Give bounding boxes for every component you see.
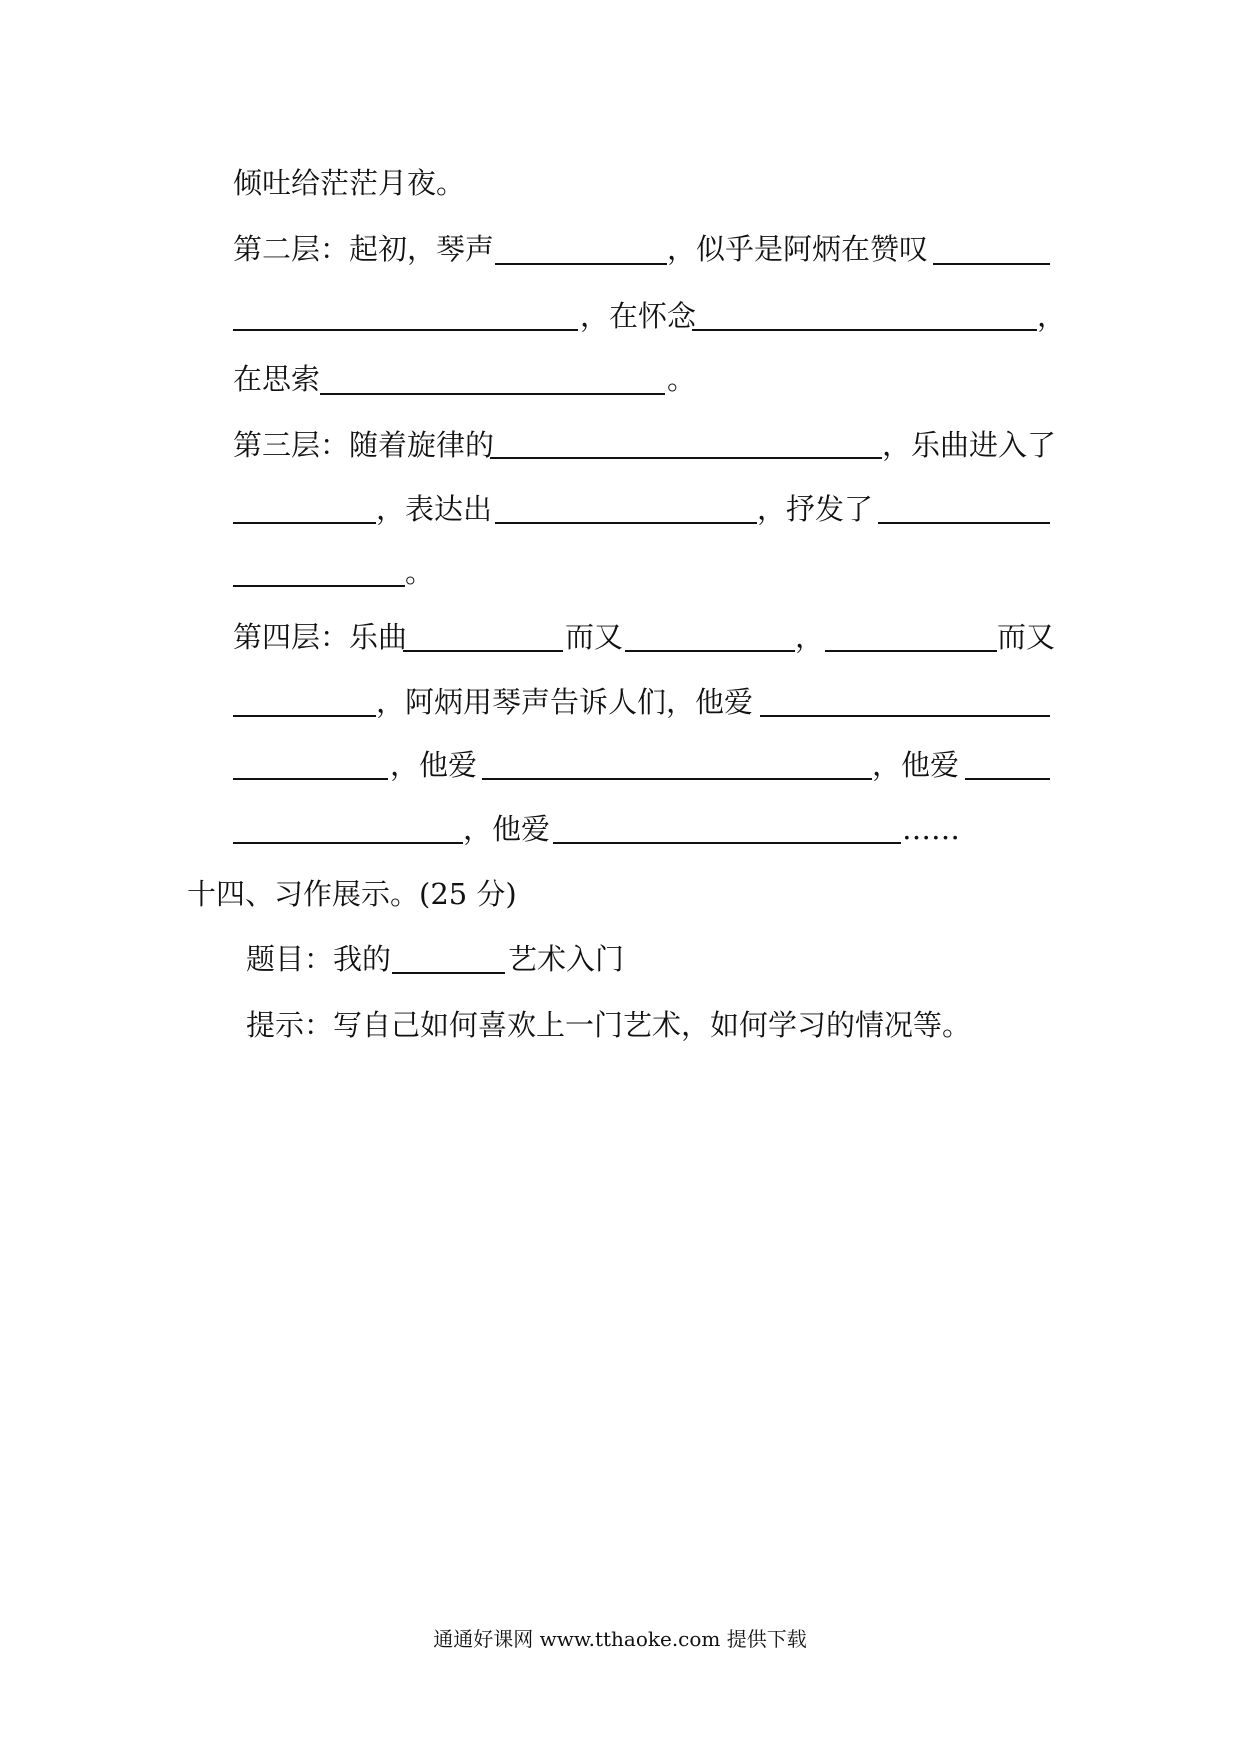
layer2-line3-prefix: 在思索 <box>233 362 321 396</box>
blank-field[interactable] <box>760 715 1050 717</box>
layer2-text: ，在怀念 <box>580 299 697 333</box>
layer4-text: 而又 <box>997 620 1056 654</box>
blank-field[interactable] <box>320 393 665 395</box>
layer3-prefix: 第三层：随着旋律的 <box>233 428 495 462</box>
layer4-text: ，他爱 <box>872 748 960 782</box>
blank-field[interactable] <box>233 715 376 717</box>
layer4-ellipsis: …… <box>902 812 960 846</box>
blank-field[interactable] <box>233 522 376 524</box>
layer4-prefix: 第四层：乐曲 <box>233 620 408 654</box>
section14-hint: 提示：写自己如何喜欢上一门艺术，如何学习的情况等。 <box>246 1008 972 1042</box>
layer4-text: ，阿炳用琴声告诉人们，他爱 <box>376 685 754 719</box>
layer2-comma: ， <box>1037 299 1067 333</box>
layer4-text: ，他爱 <box>390 748 478 782</box>
layer2-period: 。 <box>667 362 697 396</box>
layer4-text: 而又 <box>565 620 624 654</box>
blank-field[interactable] <box>482 778 872 780</box>
blank-field[interactable] <box>233 329 578 331</box>
blank-field[interactable] <box>233 842 463 844</box>
intro-line: 倾吐给茫茫月夜。 <box>233 166 466 200</box>
layer4-text: ，他爱 <box>463 812 551 846</box>
layer2-text: ，似乎是阿炳在赞叹 <box>667 232 929 266</box>
blank-field[interactable] <box>692 329 1037 331</box>
blank-field[interactable] <box>965 778 1050 780</box>
layer3-text: ，抒发了 <box>757 492 874 526</box>
layer2-prefix: 第二层：起初，琴声 <box>233 232 495 266</box>
blank-field[interactable] <box>495 263 667 265</box>
layer3-text: ，表达出 <box>376 492 493 526</box>
blank-field[interactable] <box>825 650 997 652</box>
layer4-comma: ， <box>795 620 825 654</box>
blank-field[interactable] <box>490 457 882 459</box>
section14-title-prefix: 题目：我的 <box>246 942 392 976</box>
blank-field[interactable] <box>553 842 901 844</box>
blank-field[interactable] <box>233 585 405 587</box>
layer3-text: ，乐曲进入了 <box>882 428 1057 462</box>
blank-field[interactable] <box>933 263 1050 265</box>
section14-title-suffix: 艺术入门 <box>508 942 625 976</box>
blank-field[interactable] <box>878 522 1050 524</box>
blank-field[interactable] <box>495 522 757 524</box>
section14-heading: 十四、习作展示。(25 分) <box>187 877 517 911</box>
blank-field[interactable] <box>233 778 388 780</box>
page-footer: 通通好课网 www.tthaoke.com 提供下载 <box>433 1627 807 1651</box>
blank-field[interactable] <box>403 650 563 652</box>
layer3-period: 。 <box>405 555 435 589</box>
blank-field[interactable] <box>392 972 505 974</box>
blank-field[interactable] <box>625 650 795 652</box>
